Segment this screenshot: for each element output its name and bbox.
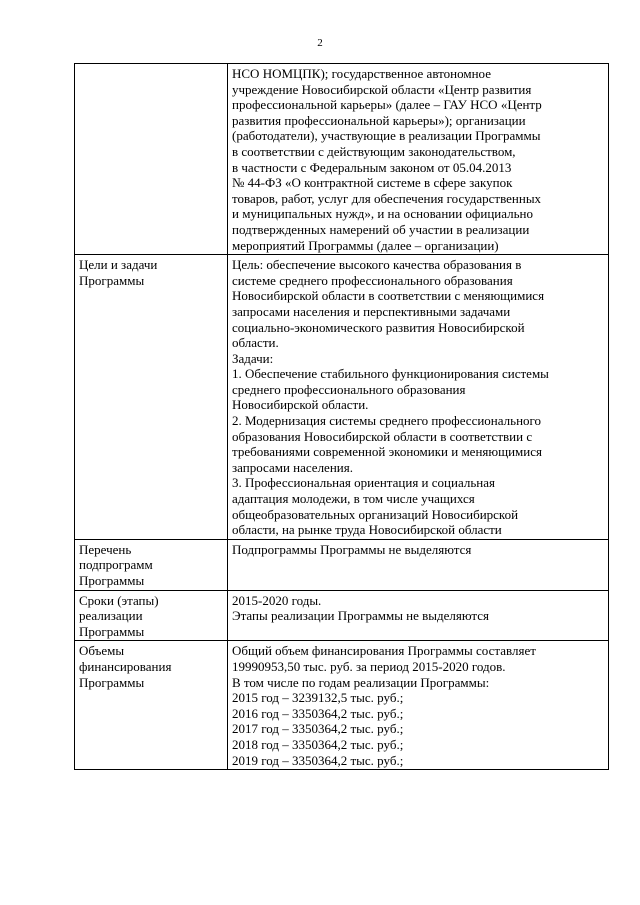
label-line: Перечень bbox=[79, 541, 132, 557]
text-line: учреждение Новосибирской области «Центр развития bbox=[232, 81, 532, 97]
text-line: развития профессиональной карьеры»); организации bbox=[232, 112, 526, 128]
page-number: 2 bbox=[317, 37, 323, 49]
text-line: НСО НОМЦПК); государственное автономное bbox=[232, 66, 491, 81]
text-line: Новосибирской области. bbox=[232, 397, 369, 413]
row-content bbox=[228, 641, 609, 770]
text-line: В том числе по годам реализации Программы: bbox=[232, 674, 490, 690]
row-content bbox=[228, 539, 609, 590]
label-line: финансирования bbox=[79, 658, 172, 674]
label-line: Программы bbox=[79, 623, 145, 639]
text-line: 1. Обеспечение стабильного функционирования системы bbox=[232, 366, 549, 382]
text-line: и муниципальных нужд», и на основании официально bbox=[232, 206, 533, 222]
row-content bbox=[228, 64, 609, 255]
program-passport-table bbox=[74, 63, 609, 770]
text-line: Цель: обеспечение высокого качества образования в bbox=[232, 257, 522, 273]
label-line: Программы bbox=[79, 573, 145, 588]
text-line: социально-экономического развития Новосибирской bbox=[232, 319, 525, 335]
text-line: 2018 год – 3350364,2 тыс. руб.; bbox=[232, 736, 404, 752]
row-content bbox=[228, 255, 609, 540]
text-line: запросами населения и перспективными задачами bbox=[232, 303, 511, 319]
table-row bbox=[75, 641, 609, 770]
row-label bbox=[75, 64, 228, 255]
text-line: среднего профессионального образования bbox=[232, 381, 466, 397]
text-line: профессиональной карьеры» (далее – ГАУ НСО «Центр bbox=[232, 97, 542, 113]
text-line: Этапы реализации Программы не выделяются bbox=[232, 608, 490, 624]
text-line: Задачи: bbox=[232, 350, 274, 366]
text-line: области. bbox=[232, 335, 279, 351]
text-line: системе среднего профессионального образования bbox=[232, 272, 513, 288]
text-line: общеобразовательных организаций Новосибирской bbox=[232, 506, 519, 522]
text-line: в частности с Федеральным законом от 05.04.2013 bbox=[232, 159, 512, 175]
text-line: товаров, работ, услуг для обеспечения государственных bbox=[232, 190, 542, 206]
table-row bbox=[75, 255, 609, 540]
label-line: Программы bbox=[79, 272, 145, 288]
text-line: 2019 год – 3350364,2 тыс. руб.; bbox=[232, 752, 404, 768]
row-label bbox=[75, 641, 228, 770]
text-line: мероприятий Программы (далее – организации) bbox=[232, 237, 499, 253]
text-line: области, на рынке труда Новосибирской области bbox=[232, 522, 502, 538]
text-line: Подпрограммы Программы не выделяются bbox=[232, 541, 472, 557]
row-content bbox=[228, 590, 609, 641]
label-line: Программы bbox=[79, 674, 145, 690]
text-line: в соответствии с действующим законодательством, bbox=[232, 143, 516, 159]
label-line: реализации bbox=[79, 608, 143, 624]
text-line: требованиями современной экономики и меняющимися bbox=[232, 444, 542, 460]
text-line: 2015-2020 годы. bbox=[232, 592, 322, 608]
text-line: № 44-ФЗ «О контрактной системе в сфере закупок bbox=[232, 175, 513, 191]
label-line: Объемы bbox=[79, 643, 125, 659]
text-line: 2016 год – 3350364,2 тыс. руб.; bbox=[232, 705, 404, 721]
text-line: 19990953,50 тыс. руб. за период 2015-2020 годов. bbox=[232, 658, 506, 674]
table-row bbox=[75, 64, 609, 255]
table-row bbox=[75, 590, 609, 641]
text-line: 3. Профессиональная ориентация и социальная bbox=[232, 475, 495, 491]
text-line: 2. Модернизация системы среднего профессионального bbox=[232, 413, 542, 429]
text-line: образования Новосибирской области в соответствии с bbox=[232, 428, 533, 444]
label-line: Сроки (этапы) bbox=[79, 592, 159, 608]
text-line: 2017 год – 3350364,2 тыс. руб.; bbox=[232, 721, 404, 737]
label-line: Цели и задачи bbox=[79, 257, 158, 273]
text-line: 2015 год – 3239132,5 тыс. руб.; bbox=[232, 690, 404, 706]
text-line: (работодатели), участвующие в реализации Программы bbox=[232, 128, 541, 144]
row-label bbox=[75, 255, 228, 540]
row-label bbox=[75, 590, 228, 641]
text-line: Общий объем финансирования Программы составляет bbox=[232, 643, 536, 659]
table-row bbox=[75, 539, 609, 590]
text-line: адаптация молодежи, в том числе учащихся bbox=[232, 491, 475, 507]
label-line: подпрограмм bbox=[79, 557, 153, 573]
text-line: запросами населения. bbox=[232, 459, 353, 475]
text-line: подтвержденных намерений об участии в реализации bbox=[232, 221, 530, 237]
text-line: Новосибирской области в соответствии с меняющимися bbox=[232, 288, 545, 304]
row-label bbox=[75, 539, 228, 590]
